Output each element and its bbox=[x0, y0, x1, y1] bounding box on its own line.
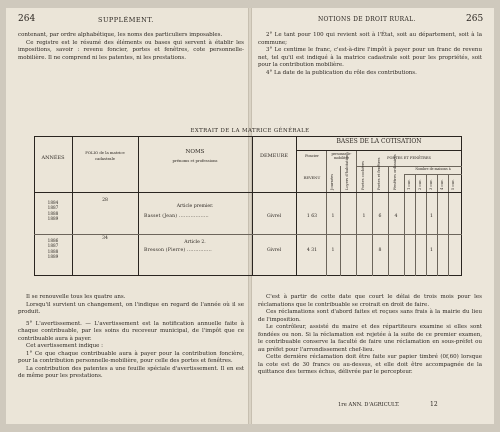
col-header-personnelle: personnelle-mobilière bbox=[331, 152, 352, 160]
table-row-1-loyers: 1 bbox=[362, 214, 366, 219]
paragraph: Ces réclamations sont d'abord faites et reçues sans frais à la mairie du lieu de l'imposition. bbox=[258, 309, 482, 323]
table-row-2-portes: 8 bbox=[378, 248, 382, 253]
table-row-1-revenu: 1 63 bbox=[306, 214, 318, 219]
table-row-2-revenu: 4 31 bbox=[306, 248, 318, 253]
col-header-portes-fenetres: PORTES ET FENÊTRES bbox=[387, 156, 431, 160]
table-row-2-personnelle: 1 bbox=[331, 248, 335, 253]
col-header-loyers: Loyers d'habitation bbox=[345, 154, 349, 190]
paragraph: C'est à partir de cette date que court le délai de trois mois pour les réclamations que le contribuable se croirait en droit de faire. bbox=[258, 294, 482, 308]
table-row-1-personnelle: 1 bbox=[331, 214, 335, 219]
right-top-text bbox=[258, 32, 482, 77]
col-header-demeure: DEMEURE bbox=[259, 153, 289, 159]
col-header-foncier: Foncier bbox=[305, 154, 319, 158]
table-row-2-demeure: Givrel bbox=[266, 248, 282, 253]
col-header-fenetres: Fenêtres ordinaires bbox=[393, 154, 397, 190]
table-row-2-annees: 1886 1887 1888 1889 bbox=[47, 238, 59, 260]
left-page-number: 264 bbox=[18, 14, 36, 24]
table-row-1-portes: 6 bbox=[378, 214, 382, 219]
paragraph: Il se renouvelle tous les quatre ans. bbox=[26, 294, 126, 300]
paragraph: 2° Le tant pour 100 qui revient soit à l'État, soit au département, soit à la commune; bbox=[258, 32, 482, 46]
col-header-annees: ANNÉES bbox=[41, 155, 65, 161]
table-row-1-nom: Basset (Jean) .................. bbox=[144, 214, 209, 219]
paragraph: 3° Le centime le franc, c'est-à-dire l'impôt à payer pour un franc de revenu net, tel qu'il est indiqué à la matrice cadastrale soit pour les propriétés, soit pour la contribution mobilière. bbox=[258, 47, 482, 68]
left-bottom-text bbox=[18, 294, 244, 381]
left-top-text bbox=[18, 32, 244, 62]
right-bottom-text bbox=[258, 294, 482, 377]
paragraph: contenant, par ordre alphabétique, les noms des particuliers imposables. bbox=[18, 32, 223, 38]
col-header-noms-sub: prénoms et professions bbox=[172, 158, 218, 163]
col-header-noms: NOMS bbox=[185, 149, 205, 155]
table-row-1-maisons: 1 bbox=[430, 214, 433, 219]
right-page-number: 265 bbox=[466, 14, 484, 24]
paragraph: Lorsqu'il survient un changement, on l'indique en regard de l'année où il se produit. bbox=[18, 301, 244, 315]
footer-sheet-number: 12 bbox=[430, 401, 438, 408]
table-row-1-folio: 28 bbox=[102, 198, 108, 203]
col-header-ouvertures: Nombre de maisons à bbox=[415, 167, 451, 171]
col-header-etage: 1 ouv. bbox=[407, 179, 411, 190]
col-header-etage: 5 ouv. bbox=[451, 179, 455, 190]
paragraph: Ce registre est le résumé des éléments ou bases qui servent à établir les impositions, savoir : revenu foncier, portes et fenêtres, cote personnelle-mobilière. Il ne comprend ni les patentes, ni les prestations. bbox=[18, 39, 244, 61]
col-header-journees: Journées bbox=[330, 173, 334, 190]
col-header-etage: 2 ouv. bbox=[418, 179, 422, 190]
paragraph: 4° La date de la publication du rôle des contributions. bbox=[266, 69, 417, 76]
col-header-bases: BASES DE LA COTISATION bbox=[336, 138, 422, 145]
table-row-1-annees: 1884 1887 1888 1889 bbox=[47, 200, 59, 222]
table-row-1-demeure: Givrel bbox=[266, 214, 282, 219]
right-running-head: NOTIONS DE DROIT RURAL. bbox=[318, 16, 416, 23]
paragraph: Cet avertissement indique : bbox=[26, 343, 104, 349]
table-row-2-article: Article 2. bbox=[184, 240, 206, 245]
table-row-2-maisons: 1 bbox=[430, 248, 433, 253]
col-header-portes-cocheres: Portes cochères bbox=[361, 160, 365, 190]
table-row-2-folio: 34 bbox=[102, 236, 108, 241]
paragraph: Le contrôleur, assisté du maire et des répartiteurs examine si elles sont fondées ou non. Si la réclamation est rejetée à la suite de ce premier examen, le contribuable conserve la faculté de faire une réclamation en sous-préfet ou au préfet pour l'arrondissement chef-lieu. bbox=[258, 324, 482, 353]
table-title: EXTRAIT DE LA MATRICE GÉNÉRALE bbox=[190, 128, 310, 134]
col-header-folio: FOLIO de la matrice cadastrale bbox=[85, 150, 125, 161]
matrice-table bbox=[34, 136, 462, 276]
col-header-etage: 3 ouv. bbox=[429, 179, 433, 190]
col-header-revenu: REVENU bbox=[303, 176, 321, 180]
paragraph: Cette dernière réclamation doit être faite sur papier timbré (0f,60) lorsque la cote est de 30 francs ou au-dessus, et elle doit être accompagnée de la quittance des termes échus, délivrée par le percepteur. bbox=[258, 354, 482, 375]
col-header-etage: 4 ouv. bbox=[440, 179, 444, 190]
footer-signature: 1re ANN. D'AGRICULT. bbox=[338, 402, 400, 408]
paragraph: 5° L'avertissement. — L'avertissement est la notification annuelle faite à chaque contribuable, par les soins du receveur municipal, de l'impôt que ce contribuable aura à payer. bbox=[18, 320, 244, 342]
table-row-1-article: Article premier. bbox=[176, 204, 214, 209]
table-row-2-nom: Bresson (Pierre) ............... bbox=[144, 248, 212, 253]
table-row-1-fenetres: 4 bbox=[394, 214, 398, 219]
left-running-head: SUPPLÉMENT. bbox=[98, 16, 154, 24]
paragraph: La contribution des patentes a une feuille spéciale d'avertissement. Il en est de même pour les prestations. bbox=[18, 365, 244, 379]
col-header-portes-et-fenetres: Portes et fenêtres bbox=[377, 157, 381, 190]
paragraph: 1° Ce que chaque contribuable aura à payer pour la contribution foncière, pour la contribution personnelle-mobilière, pour celle des portes et fenêtres. bbox=[18, 350, 244, 364]
